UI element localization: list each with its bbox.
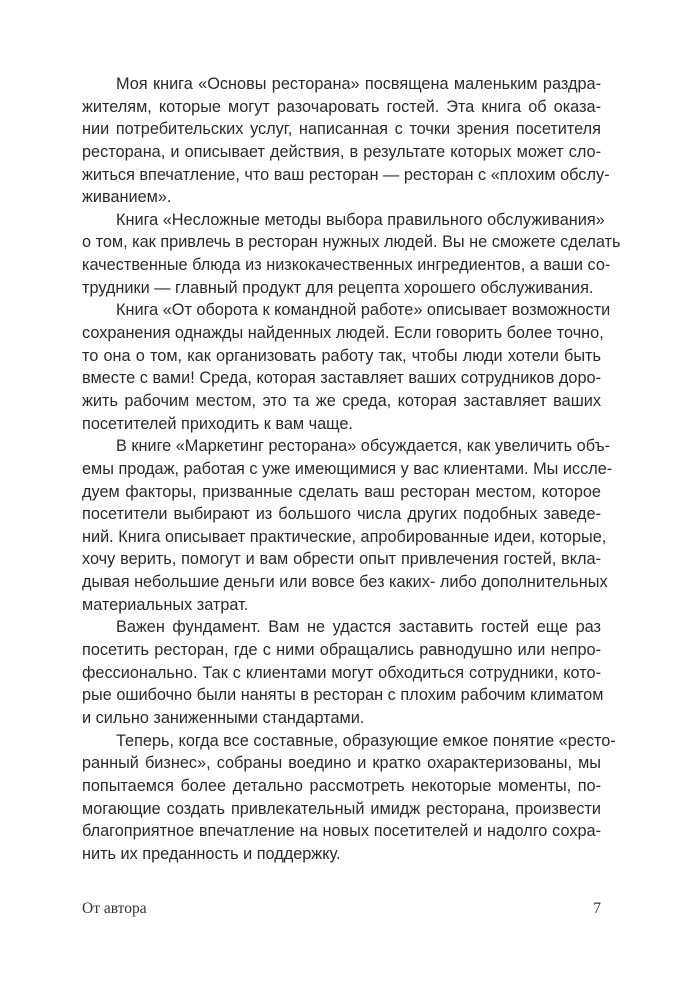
paragraph: [82, 730, 616, 866]
text-line: вместе с вами! Среда, которая заставляет ваших сотрудников доро-: [82, 369, 601, 388]
text-line: посетить ресторан, где с ними обращались равнодушно или непро-: [82, 641, 601, 660]
text-line: ний. Книга описывает практические, апробированные идеи, которые,: [82, 527, 607, 546]
paragraph: [82, 209, 621, 300]
text-line: могающие создать привлекательный имидж ресторана, произвести: [82, 799, 601, 818]
text-line: качественные блюда из низкокачественных ингредиентов, а ваши со-: [82, 256, 611, 275]
text-line: живанием».: [82, 188, 172, 207]
text-line: попытаемся более детально рассмотреть некоторые моменты, по-: [82, 776, 601, 795]
running-footer-section: От автора: [82, 900, 147, 917]
text-line: ресторана, и описывает действия, в результате которых может сло-: [82, 142, 601, 161]
page-number: 7: [593, 900, 601, 917]
text-line: посетителей приходить к вам чаще.: [82, 414, 353, 433]
text-line: Книга «Несложные методы выбора правильного обслуживания»: [116, 210, 605, 229]
text-line: жителям, которые могут разочаровать гостей. Эта книга об оказа-: [82, 97, 601, 116]
text-line: нии потребительских услуг, написанная с точки зрения посетителя: [82, 120, 601, 139]
text-line: В книге «Маркетинг ресторана» обсуждается, как увеличить объ-: [116, 437, 611, 456]
text-line: дуем факторы, призванные сделать ваш ресторан местом, которое: [82, 482, 601, 501]
page-footer: [82, 900, 601, 918]
text-line: нить их преданность и поддержку.: [82, 844, 341, 863]
text-line: посетители выбирают из большого числа других подобных заведе-: [82, 505, 601, 524]
text-line: о том, как привлечь в ресторан нужных людей. Вы не сможете сделать: [82, 233, 621, 252]
text-line: Теперь, когда все составные, образующие емкое понятие «ресто-: [116, 731, 616, 750]
text-line: жить рабочим местом, это та же среда, которая заставляет ваших: [82, 391, 601, 410]
text-line: Важен фундамент. Вам не удастся заставить гостей еще раз: [116, 618, 601, 637]
text-line: ранный бизнес», собраны воедино и кратко охарактеризованы, мы: [82, 754, 601, 773]
text-line: хочу верить, помогут и вам обрести опыт привлечения гостей, вкла-: [82, 550, 601, 569]
text-line: то она о том, как организовать работу так, чтобы люди хотели быть: [82, 346, 601, 365]
paragraph: [82, 616, 604, 729]
text-line: сохранения однажды найденных людей. Если говорить более точно,: [82, 324, 604, 343]
paragraph: [82, 299, 611, 435]
text-line: Книга «От оборота к командной работе» описывает возможности: [116, 301, 611, 320]
text-line: и сильно заниженными стандартами.: [82, 708, 365, 727]
text-line: материальных затрат.: [82, 595, 249, 614]
body-text: [82, 73, 621, 865]
text-line: фессионально. Так с клиентами могут обходиться сотрудники, кото-: [82, 663, 601, 682]
paragraph: [82, 435, 613, 616]
text-line: трудники — главный продукт для рецепта хорошего обслуживания.: [82, 278, 594, 297]
text-line: дывая небольшие деньги или вовсе без каких- либо дополнительных: [82, 573, 608, 592]
paragraph: [82, 73, 610, 209]
text-line: Моя книга «Основы ресторана» посвящена маленьким раздра-: [116, 75, 601, 93]
text-line: благоприятное впечатление на новых посетителей и надолго сохра-: [82, 822, 601, 841]
text-line: емы продаж, работая с уже имеющимися у вас клиентами. Мы иссле-: [82, 459, 613, 478]
text-line: житься впечатление, что ваш ресторан — ресторан с «плохим обслу-: [82, 165, 610, 184]
text-line: рые ошибочно были наняты в ресторан с плохим рабочим климатом: [82, 686, 604, 705]
